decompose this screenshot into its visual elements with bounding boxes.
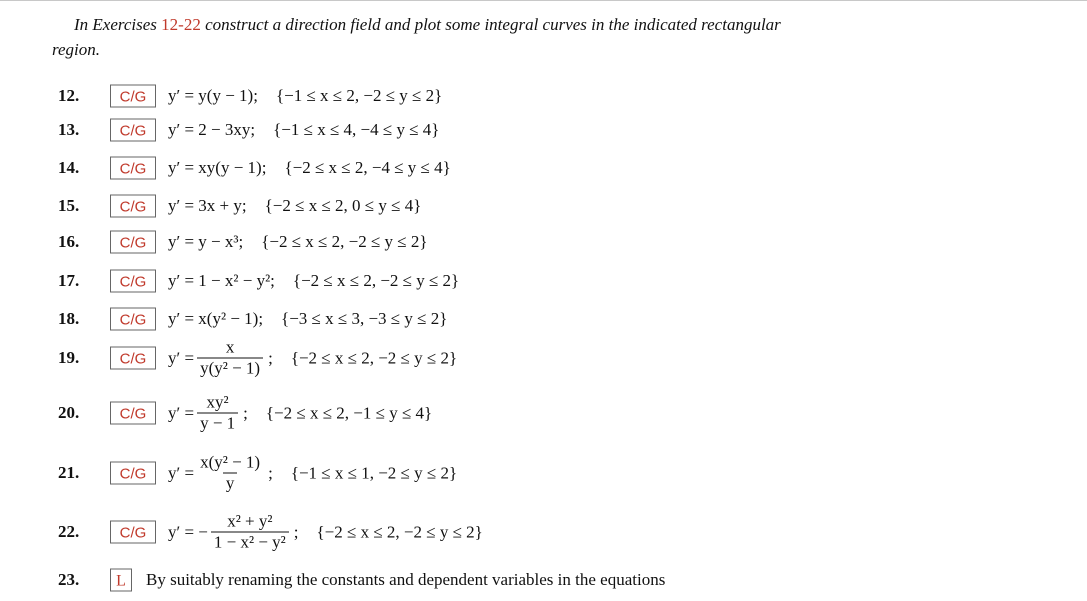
fraction — [197, 454, 263, 493]
equation-lhs: y′ = − — [168, 522, 208, 541]
exercise-number: 18. — [58, 309, 80, 328]
exercise-equation — [168, 120, 439, 140]
exercise-row — [0, 148, 1087, 188]
exercise-row — [0, 338, 1087, 378]
region-text: {−2 ≤ x ≤ 2, 0 ≤ y ≤ 4} — [264, 196, 422, 215]
cg-badge[interactable]: C/G — [110, 195, 156, 218]
exercise-row — [0, 261, 1087, 301]
equation-text: y′ = xy(y − 1); — [168, 158, 267, 177]
l-badge[interactable]: L — [110, 569, 132, 592]
exercise-number: 12. — [58, 86, 80, 105]
separator: ; — [293, 522, 299, 541]
fraction — [211, 513, 289, 552]
exercise-equation — [168, 309, 447, 329]
cg-badge[interactable]: C/G — [110, 521, 156, 544]
fraction — [197, 394, 238, 433]
exercise-intro — [52, 12, 1052, 62]
equation-lhs: y′ = — [168, 403, 195, 422]
fraction-numerator: x² + y² — [227, 511, 273, 531]
region-text: {−2 ≤ x ≤ 2, −4 ≤ y ≤ 4} — [284, 158, 451, 177]
exercise-number: 17. — [58, 271, 80, 290]
equation-text: y′ = 2 − 3xy; — [168, 120, 256, 139]
exercise-equation — [168, 339, 457, 378]
region-text: {−2 ≤ x ≤ 2, −2 ≤ y ≤ 2} — [261, 232, 428, 251]
region-text: {−2 ≤ x ≤ 2, −2 ≤ y ≤ 2} — [292, 271, 460, 290]
equation-lhs: y′ = — [168, 463, 195, 482]
equation-text: y′ = 3x + y; — [168, 196, 247, 215]
exercise-equation — [168, 454, 457, 493]
exercise-row — [0, 560, 1087, 600]
equation-text: y′ = 1 − x² − y²; — [168, 271, 275, 290]
exercise-equation — [168, 196, 421, 216]
separator: ; — [268, 348, 273, 367]
fraction-numerator: x(y² − 1) — [200, 452, 261, 472]
cg-badge[interactable]: C/G — [110, 402, 156, 425]
cg-badge[interactable]: C/G — [110, 347, 156, 370]
exercise-equation — [168, 158, 451, 178]
top-rule — [0, 0, 1087, 1]
exercise-row — [0, 393, 1087, 433]
exercise-row — [0, 110, 1087, 150]
cg-badge[interactable]: C/G — [110, 119, 156, 142]
cg-badge[interactable]: C/G — [110, 85, 156, 108]
intro-line-1 — [52, 12, 1052, 37]
exercise-row — [0, 186, 1087, 226]
cg-badge[interactable]: C/G — [110, 231, 156, 254]
fraction-denominator: y(y² − 1) — [197, 358, 263, 378]
fraction-denominator: y − 1 — [197, 413, 238, 433]
exercise-number: 20. — [58, 403, 80, 422]
region-text: {−2 ≤ x ≤ 2, −2 ≤ y ≤ 2} — [316, 522, 483, 541]
exercise-equation — [168, 394, 432, 433]
intro-text-2: construct a direction field and plot some integral curves in the indicated rectangular — [200, 15, 781, 34]
region-text: {−3 ≤ x ≤ 3, −3 ≤ y ≤ 2} — [281, 309, 448, 328]
equation-text: y′ = y − x³; — [168, 232, 244, 251]
separator: ; — [243, 403, 248, 422]
exercise-equation — [168, 86, 442, 106]
exercise-equation — [168, 513, 483, 552]
exercise-row — [0, 512, 1087, 552]
exercise-number: 19. — [58, 348, 80, 367]
region-text: {−2 ≤ x ≤ 2, −1 ≤ y ≤ 4} — [265, 403, 433, 422]
region-text: {−2 ≤ x ≤ 2, −2 ≤ y ≤ 2} — [290, 348, 458, 367]
separator: ; — [268, 463, 273, 482]
fraction-denominator: 1 − x² − y² — [211, 532, 289, 552]
fraction-numerator: xy² — [206, 392, 229, 412]
fraction-denominator: y — [223, 473, 238, 493]
fraction — [197, 339, 263, 378]
region-text: {−1 ≤ x ≤ 1, −2 ≤ y ≤ 2} — [290, 463, 458, 482]
exercise-row — [0, 453, 1087, 493]
intro-line-2: region. — [52, 40, 101, 59]
exercise-number: 21. — [58, 463, 80, 482]
region-text: {−1 ≤ x ≤ 2, −2 ≤ y ≤ 2} — [275, 86, 443, 105]
equation-lhs: y′ = — [168, 348, 195, 367]
equation-text: y′ = x(y² − 1); — [168, 309, 264, 328]
intro-text-1: In Exercises — [74, 15, 162, 34]
exercise-number: 16. — [58, 232, 80, 251]
cg-badge[interactable]: C/G — [110, 462, 156, 485]
exercise-text: By suitably renaming the constants and dependent variables in the equations — [146, 570, 666, 589]
exercise-equation — [168, 232, 428, 252]
cg-badge[interactable]: C/G — [110, 157, 156, 180]
cg-badge[interactable]: C/G — [110, 308, 156, 331]
exercise-number: 23. — [58, 570, 80, 589]
exercise-number: 15. — [58, 196, 80, 215]
exercise-number: 13. — [58, 120, 80, 139]
exercise-number: 22. — [58, 522, 80, 541]
exercise-row — [0, 222, 1087, 262]
equation-text: y′ = y(y − 1); — [168, 86, 258, 105]
region-text: {−1 ≤ x ≤ 4, −4 ≤ y ≤ 4} — [273, 120, 440, 139]
cg-badge[interactable]: C/G — [110, 270, 156, 293]
exercise-equation — [168, 271, 459, 291]
exercise-row — [0, 299, 1087, 339]
exercise-range-link[interactable]: 12-22 — [161, 15, 201, 34]
fraction-numerator: x — [225, 337, 235, 357]
exercise-number: 14. — [58, 158, 80, 177]
